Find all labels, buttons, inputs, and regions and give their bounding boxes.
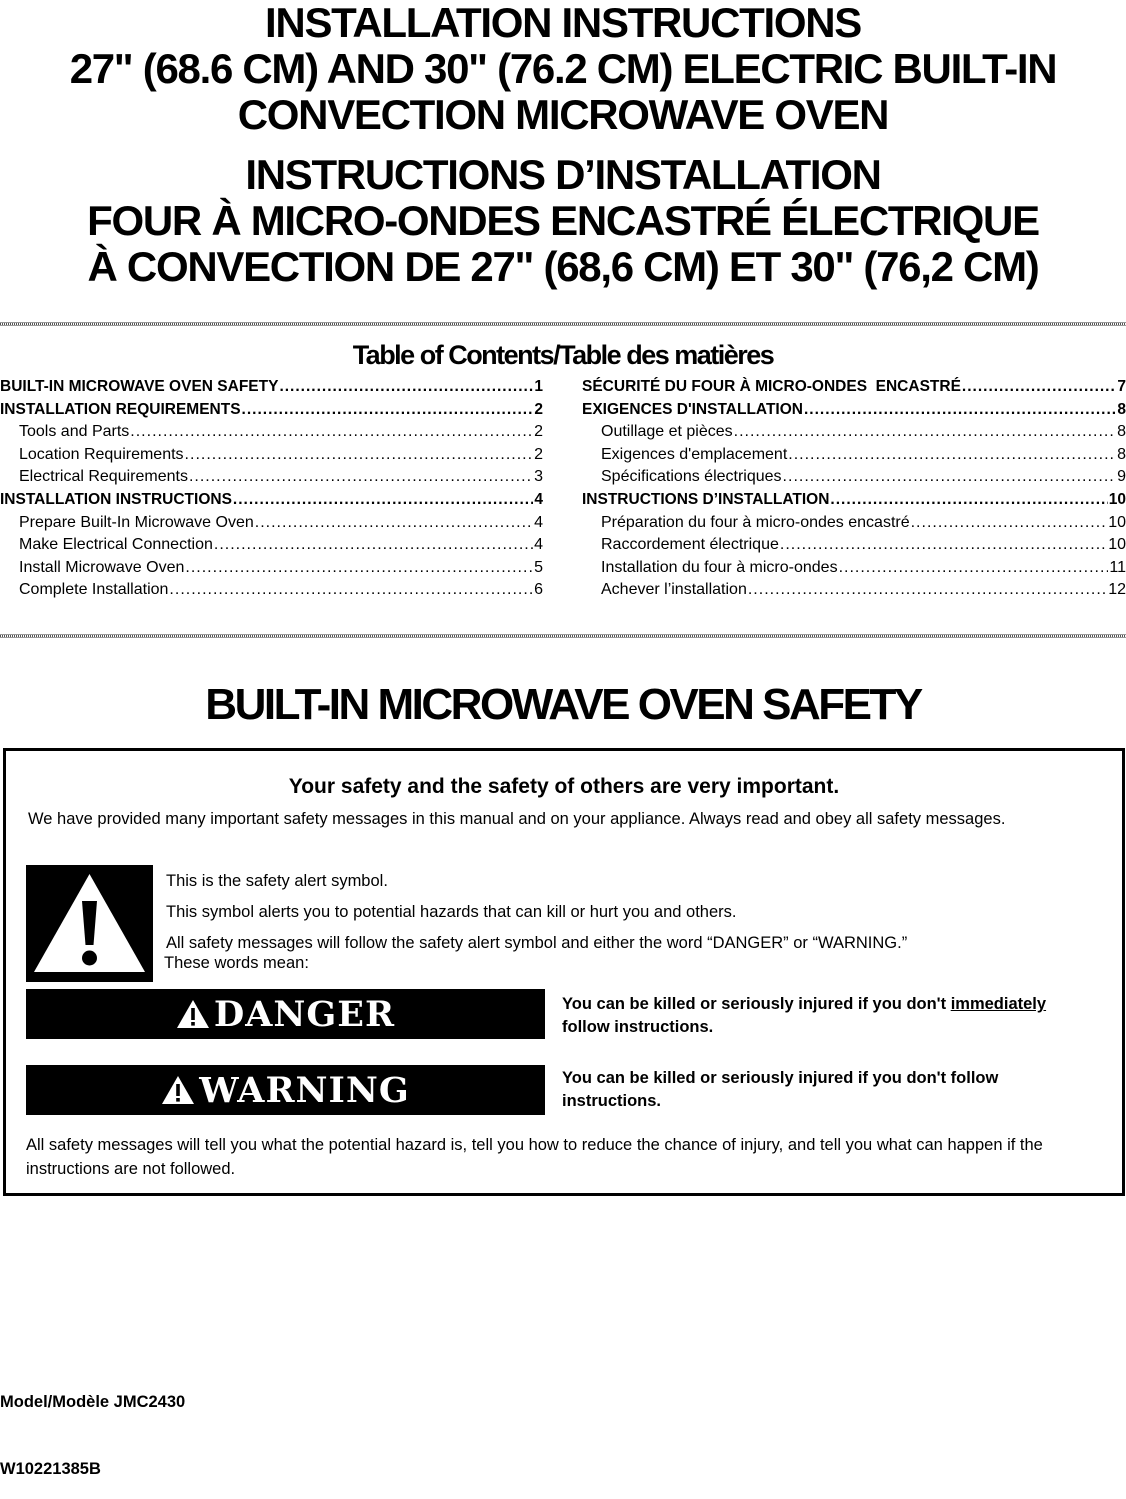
danger-description (562, 993, 1112, 1039)
toc-page: 6 (534, 581, 543, 599)
safety-intro: We have provided many important safety messages in this manual and on your appliance. Always read and obey all safety messages. (28, 810, 1006, 828)
toc-label: Outillage et pièces (601, 423, 733, 441)
toc-leader (233, 491, 533, 509)
section-title: BUILT-IN MICROWAVE OVEN SAFETY (205, 680, 921, 729)
toc-page: 8 (1117, 445, 1126, 463)
toc-entry[interactable] (0, 581, 543, 604)
toc-leader (788, 446, 1116, 464)
warning-triangle-icon (161, 1075, 195, 1105)
toc-label: Complete Installation (19, 581, 169, 599)
toc-leader (242, 401, 534, 419)
danger-text-emphasis: immediately (950, 995, 1047, 1013)
danger-banner (26, 989, 545, 1039)
toc-page: 3 (534, 468, 543, 486)
warning-triangle-icon (176, 999, 210, 1029)
toc-label: Make Electrical Connection (19, 536, 213, 554)
title-fr-line-2: FOUR À MICRO-ONDES ENCASTRÉ ÉLECTRIQUE (87, 197, 1039, 244)
toc-label: INSTALLATION REQUIREMENTS (0, 400, 241, 418)
toc-label: Préparation du four à micro-ondes encastré (601, 513, 910, 531)
toc-leader (911, 514, 1108, 532)
toc-leader (780, 536, 1107, 554)
toc-label: Raccordement électrique (601, 536, 779, 554)
toc-entry[interactable] (0, 491, 543, 514)
toc-page: 8 (1117, 423, 1126, 441)
toc-entry[interactable] (0, 468, 543, 491)
title-en-line-3: CONVECTION MICROWAVE OVEN (237, 91, 889, 138)
toc-entry[interactable] (582, 446, 1126, 469)
title-fr-line-1: INSTRUCTIONS D’INSTALLATION (245, 151, 881, 198)
toc-entry[interactable] (0, 401, 543, 424)
toc-entry[interactable] (0, 446, 543, 469)
warning-label: WARNING (199, 1069, 410, 1111)
model-number: Model/Modèle JMC2430 (0, 1393, 186, 1411)
toc-leader (839, 559, 1109, 577)
toc-entry[interactable] (582, 378, 1126, 401)
toc-page: 1 (534, 378, 543, 395)
toc-entry[interactable] (582, 514, 1126, 537)
toc-label: Install Microwave Oven (19, 558, 185, 576)
alert-line: This is the safety alert symbol. (166, 872, 388, 890)
toc-leader (255, 514, 533, 532)
document-title (0, 0, 1126, 290)
toc-page: 7 (1117, 378, 1126, 395)
toc-entry[interactable] (582, 559, 1126, 582)
toc-label: Achever l’installation (601, 581, 747, 599)
toc-page: 11 (1109, 558, 1126, 576)
toc-leader (214, 536, 533, 554)
toc-label: Spécifications électriques (601, 468, 782, 486)
toc-page: 12 (1108, 581, 1126, 599)
toc-label: BUILT-IN MICROWAVE OVEN SAFETY (0, 378, 279, 395)
toc-leader (185, 559, 533, 577)
toc-label: Installation du four à micro-ondes (601, 558, 838, 576)
toc-entry[interactable] (582, 536, 1126, 559)
divider-bottom (0, 634, 1126, 638)
safety-alert-icon (26, 865, 153, 982)
danger-label: DANGER (213, 993, 396, 1035)
toc-leader (962, 378, 1116, 396)
toc-entry[interactable] (0, 559, 543, 582)
toc-page: 10 (1108, 536, 1126, 554)
toc-english (0, 378, 543, 604)
toc-leader (804, 401, 1116, 419)
toc-page: 8 (1117, 400, 1126, 418)
toc-entry[interactable] (0, 378, 543, 401)
toc-french (582, 378, 1126, 604)
toc-label: Location Requirements (19, 445, 184, 463)
toc-entry[interactable] (0, 423, 543, 446)
toc-leader (189, 468, 533, 486)
toc-leader (830, 491, 1107, 509)
toc-page: 10 (1108, 490, 1126, 508)
toc-page: 2 (534, 423, 543, 441)
title-en-line-1: INSTALLATION INSTRUCTIONS (265, 0, 861, 46)
toc-entry[interactable] (0, 514, 543, 537)
toc-entry[interactable] (582, 581, 1126, 604)
alert-line: This symbol alerts you to potential hazards that can kill or hurt you and others. (166, 903, 737, 921)
toc-page: 4 (534, 513, 543, 531)
title-en-line-2: 27" (68.6 CM) AND 30" (76.2 CM) ELECTRIC BUILT-IN (69, 45, 1057, 92)
toc-label: Electrical Requirements (19, 468, 188, 486)
toc-page: 9 (1117, 468, 1126, 486)
toc-leader (279, 378, 533, 396)
alert-line: All safety messages will follow the safety alert symbol and either the word “DANGER” or “WARNING.” (166, 934, 908, 952)
document-number: W10221385B (0, 1460, 101, 1478)
toc-label: Prepare Built-In Microwave Oven (19, 513, 254, 531)
toc-label: Exigences d'emplacement (601, 445, 788, 463)
safety-box (3, 748, 1125, 1196)
toc-page: 2 (534, 445, 543, 463)
toc-entry[interactable] (0, 536, 543, 559)
toc-leader (734, 423, 1116, 441)
alert-line: These words mean: (164, 954, 309, 972)
toc-entry[interactable] (582, 468, 1126, 491)
danger-text-after: follow instructions. (562, 1018, 714, 1036)
toc-label: INSTRUCTIONS D’INSTALLATION (582, 490, 830, 508)
toc-leader (783, 468, 1117, 486)
divider-top (0, 322, 1126, 326)
title-fr-line-3: À CONVECTION DE 27" (68,6 CM) ET 30" (76,2 CM) (87, 243, 1039, 290)
toc-heading: Table of Contents/Table des matières (352, 340, 774, 370)
toc-leader (748, 581, 1107, 599)
toc-leader (130, 423, 533, 441)
toc-entry[interactable] (582, 491, 1126, 514)
toc-label: Tools and Parts (19, 423, 130, 441)
warning-banner (26, 1065, 545, 1115)
toc-entry[interactable] (582, 401, 1126, 424)
toc-page: 10 (1108, 513, 1126, 531)
toc-page: 5 (534, 558, 543, 576)
toc-page: 4 (534, 490, 543, 508)
toc-label: INSTALLATION INSTRUCTIONS (0, 490, 232, 508)
toc-label: SÉCURITÉ DU FOUR À MICRO-ONDES ENCASTRÉ (582, 378, 961, 395)
danger-text-before: You can be killed or seriously injured if you don't (562, 995, 951, 1013)
alert-description (166, 871, 907, 984)
toc-leader (169, 581, 533, 599)
toc-leader (185, 446, 534, 464)
warning-description: You can be killed or seriously injured if you don't follow instructions. (562, 1069, 999, 1110)
toc-page: 2 (534, 400, 543, 418)
toc-label: EXIGENCES D'INSTALLATION (582, 400, 803, 418)
safety-heading: Your safety and the safety of others are very important. (288, 775, 840, 798)
toc-entry[interactable] (582, 423, 1126, 446)
safety-footer: All safety messages will tell you what the potential hazard is, tell you how to reduce the chance of injury, and tell you what can happen if the instructions are not followed. (26, 1136, 1043, 1178)
toc-page: 4 (534, 536, 543, 554)
